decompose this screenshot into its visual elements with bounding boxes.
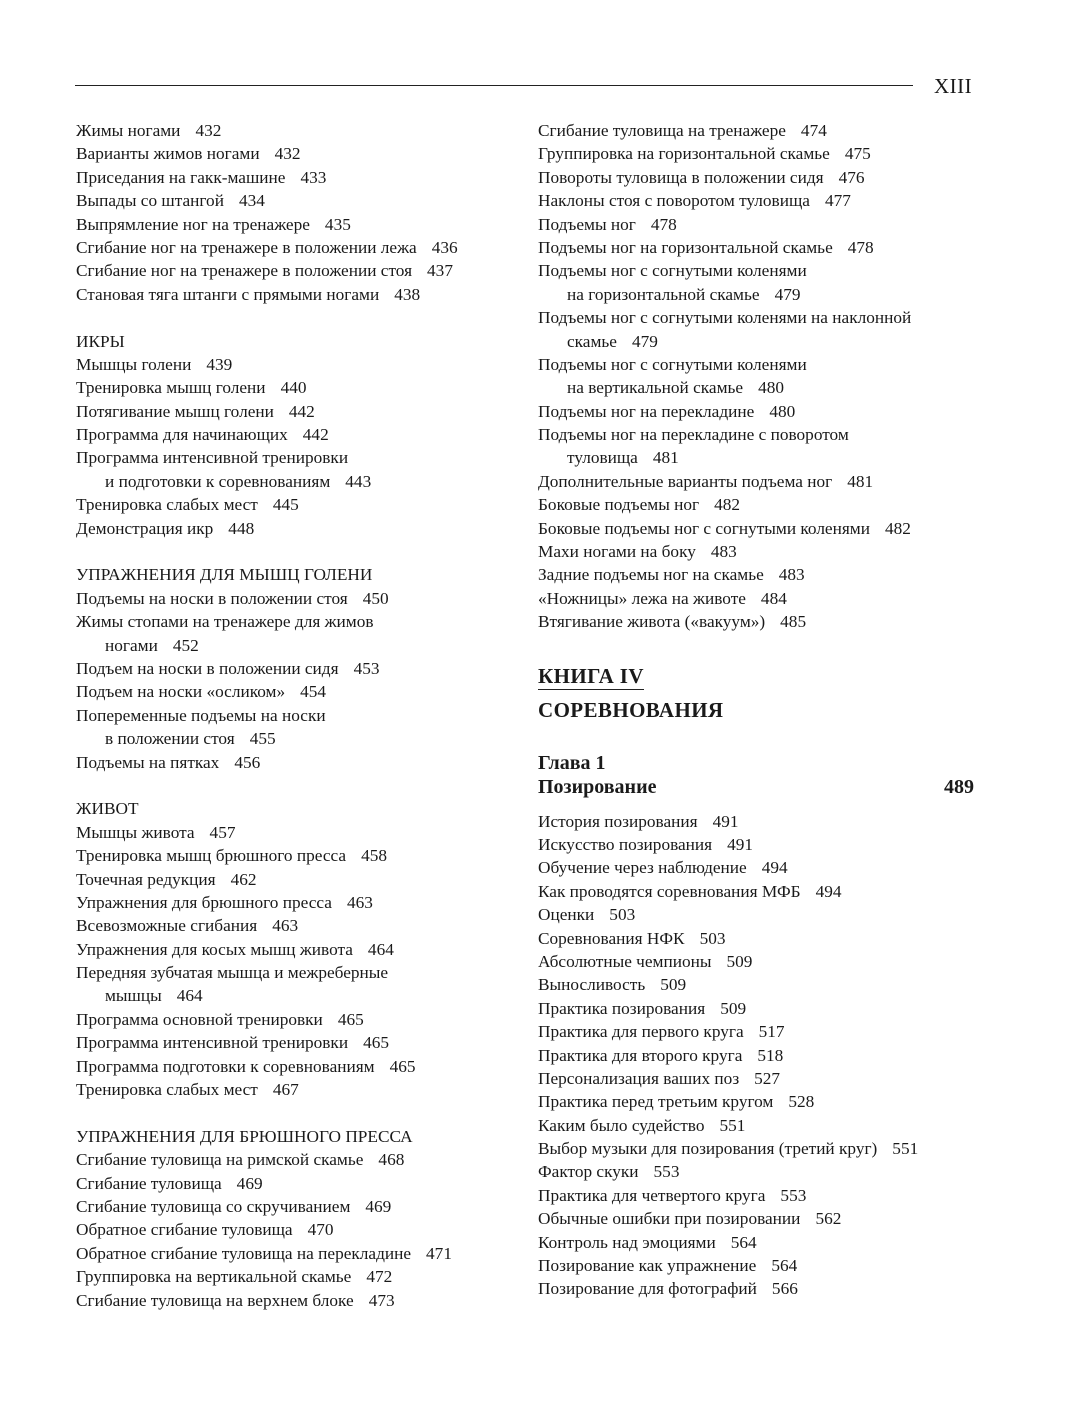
toc-entry bbox=[76, 1078, 516, 1101]
toc-entry-title: Практика для четвертого круга bbox=[538, 1185, 766, 1205]
toc-entry-page: 439 bbox=[206, 354, 233, 374]
toc-column-right bbox=[538, 119, 978, 1301]
toc-entry bbox=[76, 868, 516, 891]
toc-entry bbox=[76, 610, 516, 633]
toc-entry-title: Выбор музыки для позирования (третий круг) bbox=[538, 1139, 878, 1159]
toc-entry bbox=[76, 493, 516, 516]
toc-entry-page: 509 bbox=[720, 998, 747, 1018]
toc-entry bbox=[538, 950, 978, 973]
toc-entry-page: 481 bbox=[652, 448, 679, 468]
toc-entry bbox=[76, 751, 516, 774]
chapter-heading bbox=[538, 775, 978, 799]
toc-entry-page: 484 bbox=[760, 588, 787, 608]
toc-entry-page: 465 bbox=[337, 1009, 364, 1029]
toc-entry bbox=[76, 984, 516, 1007]
toc-entry bbox=[538, 1160, 978, 1183]
toc-entry bbox=[538, 856, 978, 879]
toc-entry-page: 527 bbox=[754, 1068, 781, 1088]
toc-entry-page: 482 bbox=[885, 518, 911, 538]
toc-entry-title: Подъемы ног с согнутыми коленями bbox=[538, 261, 807, 281]
toc-entry-page: 462 bbox=[230, 869, 257, 889]
toc-entry-page: 458 bbox=[361, 846, 387, 866]
header-rule bbox=[75, 85, 913, 86]
toc-entry-title: Сгибание туловища на тренажере bbox=[538, 121, 786, 140]
toc-entry bbox=[538, 540, 978, 563]
toc-entry-page: 551 bbox=[892, 1139, 919, 1159]
toc-entry bbox=[76, 657, 516, 680]
toc-entry-page: 553 bbox=[780, 1185, 807, 1205]
toc-entry-title: Подъемы ног на перекладине с поворотом bbox=[538, 425, 849, 445]
toc-entry-title: Упражнения для брюшного пресса bbox=[76, 892, 332, 912]
toc-entry bbox=[76, 680, 516, 703]
book-number bbox=[538, 659, 978, 693]
toc-entry bbox=[76, 1008, 516, 1031]
toc-entry-page: 553 bbox=[653, 1162, 680, 1182]
toc-entry-title: Всевозможные сгибания bbox=[76, 916, 258, 936]
toc-entry-page: 482 bbox=[714, 495, 741, 515]
toc-entry-title: Персонализация ваших поз bbox=[538, 1068, 740, 1088]
toc-entry-page: 562 bbox=[815, 1209, 842, 1229]
toc-entry-page: 483 bbox=[710, 542, 737, 562]
toc-entry-title: Жимы стопами на тренажере для жимов bbox=[76, 612, 374, 632]
toc-entry-page: 468 bbox=[378, 1150, 405, 1170]
toc-entry bbox=[538, 927, 978, 950]
toc-entry-page: 465 bbox=[389, 1056, 416, 1076]
toc-entry-title: Подъемы ног на горизонтальной скамье bbox=[538, 237, 833, 257]
book-title-text: СОРЕВНОВАНИЯ bbox=[538, 697, 724, 722]
toc-entry-title: Наклоны стоя с поворотом туловища bbox=[538, 191, 810, 211]
toc-entry bbox=[538, 563, 978, 586]
toc-entry-title: Программа для начинающих bbox=[76, 425, 288, 445]
toc-entry-page: 485 bbox=[780, 612, 807, 632]
toc-entry-title: Подъемы ног с согнутыми коленями bbox=[538, 354, 807, 374]
toc-entry-page: 433 bbox=[300, 167, 327, 187]
toc-entry-title: Практика для второго круга bbox=[538, 1045, 743, 1065]
toc-entry-title: Тренировка слабых мест bbox=[76, 1080, 258, 1100]
toc-entry-title: Абсолютные чемпионы bbox=[538, 951, 712, 971]
toc-entry bbox=[76, 727, 516, 750]
toc-entry-page: 528 bbox=[788, 1092, 815, 1112]
toc-entry bbox=[538, 400, 978, 423]
toc-entry-page: 450 bbox=[362, 588, 389, 608]
toc-entry-page: 443 bbox=[345, 471, 372, 491]
toc-entry bbox=[76, 423, 516, 446]
toc-entry-page: 457 bbox=[209, 822, 236, 842]
toc-entry bbox=[538, 1067, 978, 1090]
chapter-gap bbox=[538, 727, 978, 751]
toc-entry-title: Потягивание мышц голени bbox=[76, 401, 274, 421]
page-number: XIII bbox=[934, 74, 973, 98]
toc-entry-title: Обратное сгибание туловища bbox=[76, 1220, 293, 1240]
toc-entry-title: Фактор скуки bbox=[538, 1162, 639, 1182]
toc-entry-title: Махи ногами на боку bbox=[538, 542, 696, 562]
toc-entry-page: 437 bbox=[427, 261, 453, 281]
toc-entry-title: Тренировка мышц брюшного пресса bbox=[76, 846, 347, 866]
toc-entry bbox=[76, 587, 516, 610]
toc-entry-title: Практика позирования bbox=[538, 998, 706, 1018]
toc-entry-title: Контроль над эмоциями bbox=[538, 1232, 716, 1252]
toc-entry-page: 475 bbox=[844, 144, 871, 164]
toc-entry-page: 467 bbox=[272, 1080, 299, 1100]
toc-entry-title: Жимы ногами bbox=[76, 121, 181, 140]
toc-entry-title: Выпады со штангой bbox=[76, 191, 224, 211]
toc-entry-page: 564 bbox=[730, 1232, 757, 1252]
toc-entry-title: туловища bbox=[567, 448, 638, 468]
toc-entry-title: Как проводятся соревнования МФБ bbox=[538, 881, 801, 901]
toc-entry-title: Мышцы живота bbox=[76, 822, 195, 842]
book-title-text: КНИГА IV bbox=[538, 663, 644, 688]
toc-entry-title: Демонстрация икр bbox=[76, 518, 214, 538]
toc-entry-title: Сгибание туловища на верхнем блоке bbox=[76, 1290, 354, 1310]
chapter-label: Глава 1 bbox=[538, 751, 606, 774]
toc-entry-title: Обучение через наблюдение bbox=[538, 858, 747, 878]
toc-entry bbox=[76, 119, 516, 142]
book-gap bbox=[538, 634, 978, 659]
toc-entry-page: 480 bbox=[769, 401, 796, 421]
toc-entry-title: Подъемы ног с согнутыми коленями на наклонной bbox=[538, 308, 912, 328]
toc-column-left bbox=[76, 119, 516, 1312]
toc-entry-page: 472 bbox=[366, 1267, 393, 1287]
section-gap bbox=[76, 1101, 516, 1124]
toc-entry-page: 551 bbox=[719, 1115, 746, 1135]
toc-entry-title: Становая тяга штанги с прямыми ногами bbox=[76, 284, 380, 304]
section-gap bbox=[76, 774, 516, 797]
toc-entry bbox=[76, 1172, 516, 1195]
toc-entry-title: Упражнения для косых мышц живота bbox=[76, 939, 353, 959]
toc-entry bbox=[538, 236, 978, 259]
toc-entry-page: 465 bbox=[363, 1033, 389, 1053]
toc-entry-title: Дополнительные варианты подъема ног bbox=[538, 471, 833, 491]
toc-entry bbox=[76, 236, 516, 259]
toc-entry-title: Боковые подъемы ног bbox=[538, 495, 700, 515]
toc-entry-page: 480 bbox=[758, 378, 784, 398]
toc-entry-page: 517 bbox=[758, 1022, 785, 1042]
section-heading: УПРАЖНЕНИЯ ДЛЯ МЫШЦ ГОЛЕНИ bbox=[76, 565, 373, 585]
toc-entry-title: Выпрямление ног на тренажере bbox=[76, 214, 310, 234]
toc-entry bbox=[538, 1254, 978, 1277]
toc-entry-title: Сгибание ног на тренажере в положении лежа bbox=[76, 237, 417, 257]
chapter-page-number: 489 bbox=[944, 775, 974, 798]
toc-entry-title: Повороты туловища в положении сидя bbox=[538, 167, 824, 187]
toc-entry-page: 436 bbox=[431, 237, 458, 257]
toc-entry-page: 442 bbox=[302, 425, 329, 445]
toc-entry-page: 503 bbox=[609, 905, 636, 925]
toc-entry-title: Оценки bbox=[538, 905, 595, 925]
toc-entry-page: 471 bbox=[426, 1243, 452, 1263]
toc-entry-title: Группировка на горизонтальной скамье bbox=[538, 144, 830, 164]
toc-entry-page: 435 bbox=[324, 214, 351, 234]
toc-entry-title: и подготовки к соревнованиям bbox=[105, 471, 331, 491]
toc-entry bbox=[76, 634, 516, 657]
toc-entry bbox=[538, 810, 978, 833]
toc-entry bbox=[538, 517, 978, 540]
toc-entry bbox=[538, 259, 978, 282]
toc-entry bbox=[538, 493, 978, 516]
section-gap bbox=[76, 540, 516, 563]
toc-entry-title: Программа интенсивной тренировки bbox=[76, 448, 349, 468]
toc-entry-page: 453 bbox=[353, 658, 380, 678]
toc-entry bbox=[76, 400, 516, 423]
toc-entry-title: Тренировка мышц голени bbox=[76, 378, 266, 398]
toc-entry-page: 479 bbox=[631, 331, 658, 351]
toc-entry bbox=[538, 1044, 978, 1067]
toc-entry-page: 483 bbox=[778, 565, 805, 585]
toc-entry bbox=[538, 973, 978, 996]
section-heading: УПРАЖНЕНИЯ ДЛЯ БРЮШНОГО ПРЕССА bbox=[76, 1126, 413, 1146]
toc-entry bbox=[538, 353, 978, 376]
toc-entry-page: 476 bbox=[838, 167, 865, 187]
toc-entry-page: 463 bbox=[272, 916, 299, 936]
toc-entry-title: Подъемы на носки в положении стоя bbox=[76, 588, 348, 608]
toc-entry-title: ногами bbox=[105, 635, 158, 655]
toc-entry bbox=[76, 891, 516, 914]
toc-entry-title: Подъем на носки «осликом» bbox=[76, 682, 286, 702]
toc-entry bbox=[76, 821, 516, 844]
toc-entry-title: Позирование как упражнение bbox=[538, 1256, 757, 1276]
section-heading: ЖИВОТ bbox=[76, 799, 139, 819]
toc-entry bbox=[538, 142, 978, 165]
toc-entry-page: 509 bbox=[660, 975, 687, 995]
toc-entry bbox=[538, 119, 978, 142]
toc-entry-page: 518 bbox=[757, 1045, 784, 1065]
toc-entry bbox=[538, 1207, 978, 1230]
toc-entry bbox=[538, 330, 978, 353]
toc-entry-title: Боковые подъемы ног с согнутыми коленями bbox=[538, 518, 870, 538]
toc-entry-title: Сгибание туловища bbox=[76, 1173, 222, 1193]
toc-entry-page: 494 bbox=[815, 881, 842, 901]
toc-entry bbox=[538, 1277, 978, 1300]
toc-entry-page: 440 bbox=[280, 378, 307, 398]
toc-entry bbox=[76, 844, 516, 867]
toc-entry bbox=[538, 166, 978, 189]
toc-entry-title: Тренировка слабых мест bbox=[76, 495, 258, 515]
toc-entry bbox=[538, 1231, 978, 1254]
toc-entry-title: Приседания на гакк-машине bbox=[76, 167, 286, 187]
book-title bbox=[538, 693, 978, 727]
toc-entry-title: Обратное сгибание туловища на перекладине bbox=[76, 1243, 412, 1263]
toc-entry bbox=[538, 376, 978, 399]
toc-entry-title: скамье bbox=[567, 331, 617, 351]
toc-entry bbox=[76, 283, 516, 306]
toc-entry-title: Попеременные подъемы на носки bbox=[76, 705, 326, 725]
toc-entry-page: 445 bbox=[272, 495, 299, 515]
toc-entry-page: 438 bbox=[394, 284, 421, 304]
toc-entry-title: Передняя зубчатая мышца и межреберные bbox=[76, 963, 389, 983]
toc-entry-page: 456 bbox=[234, 752, 261, 772]
toc-entry-title: Задние подъемы ног на скамье bbox=[538, 565, 764, 585]
toc-entry bbox=[76, 1031, 516, 1054]
toc-entry-page: 464 bbox=[176, 986, 203, 1006]
toc-entry bbox=[538, 1114, 978, 1137]
toc-entry bbox=[76, 446, 516, 469]
toc-entry-page: 469 bbox=[365, 1196, 392, 1216]
toc-entry bbox=[76, 1242, 516, 1265]
toc-entry-page: 564 bbox=[771, 1256, 798, 1276]
toc-entry-title: Варианты жимов ногами bbox=[76, 144, 260, 164]
toc-entry bbox=[538, 470, 978, 493]
toc-entry-page: 478 bbox=[847, 237, 874, 257]
toc-entry-title: История позирования bbox=[538, 811, 698, 831]
chapter-gap-after bbox=[538, 799, 978, 810]
toc-entry-page: 455 bbox=[249, 729, 276, 749]
toc-entry-title: Подъемы ног на перекладине bbox=[538, 401, 755, 421]
toc-entry bbox=[76, 1289, 516, 1312]
toc-entry-title: Программа интенсивной тренировки bbox=[76, 1033, 349, 1053]
toc-entry bbox=[538, 189, 978, 212]
toc-entry bbox=[538, 903, 978, 926]
toc-entry-title: Соревнования НФК bbox=[538, 928, 685, 948]
toc-entry bbox=[76, 213, 516, 236]
toc-entry bbox=[76, 1195, 516, 1218]
toc-entry bbox=[76, 1148, 516, 1171]
toc-entry bbox=[76, 470, 516, 493]
toc-entry bbox=[76, 704, 516, 727]
toc-entry-title: Сгибание туловища со скручиванием bbox=[76, 1196, 351, 1216]
toc-entry-page: 494 bbox=[761, 858, 788, 878]
toc-entry-title: Сгибание туловища на римской скамье bbox=[76, 1150, 364, 1170]
toc-entry bbox=[76, 1265, 516, 1288]
toc-entry bbox=[538, 1020, 978, 1043]
toc-entry-page: 509 bbox=[726, 951, 753, 971]
toc-entry-page: 566 bbox=[771, 1279, 798, 1299]
toc-entry bbox=[538, 1184, 978, 1207]
toc-entry bbox=[76, 961, 516, 984]
toc-entry-title: Практика для первого круга bbox=[538, 1022, 744, 1042]
toc-entry-page: 434 bbox=[238, 191, 265, 211]
toc-entry-title: Подъем на носки в положении сидя bbox=[76, 658, 339, 678]
toc-entry-title: в положении стоя bbox=[105, 729, 235, 749]
toc-entry-title: на горизонтальной скамье bbox=[567, 284, 760, 304]
toc-entry bbox=[76, 259, 516, 282]
toc-entry-title: Группировка на вертикальной скамье bbox=[76, 1267, 352, 1287]
toc-entry-title: Подъемы ног bbox=[538, 214, 636, 234]
toc-entry-title: Каким было судейство bbox=[538, 1115, 705, 1135]
toc-entry bbox=[76, 353, 516, 376]
toc-entry bbox=[538, 1090, 978, 1113]
toc-entry-page: 491 bbox=[712, 811, 739, 831]
toc-entry bbox=[538, 833, 978, 856]
toc-entry-page: 454 bbox=[300, 682, 327, 702]
toc-entry bbox=[76, 166, 516, 189]
toc-entry-page: 473 bbox=[368, 1290, 395, 1310]
toc-entry-page: 452 bbox=[172, 635, 199, 655]
toc-entry-title: Выносливость bbox=[538, 975, 646, 995]
toc-entry-page: 463 bbox=[346, 892, 373, 912]
toc-entry-page: 442 bbox=[288, 401, 315, 421]
toc-entry-title: Мышцы голени bbox=[76, 354, 192, 374]
toc-entry-page: 469 bbox=[236, 1173, 263, 1193]
toc-entry bbox=[538, 610, 978, 633]
toc-entry-title: Позирование для фотографий bbox=[538, 1279, 757, 1299]
chapter-title: Позирование bbox=[538, 775, 657, 798]
toc-entry bbox=[538, 880, 978, 903]
toc-entry-page: 448 bbox=[228, 518, 255, 538]
toc-entry bbox=[538, 213, 978, 236]
toc-entry-title: Программа основной тренировки bbox=[76, 1009, 323, 1029]
toc-entry-page: 464 bbox=[367, 939, 394, 959]
section-gap bbox=[76, 306, 516, 329]
toc-entry bbox=[538, 306, 978, 329]
toc-entry bbox=[538, 283, 978, 306]
toc-entry bbox=[76, 376, 516, 399]
toc-entry-page: 474 bbox=[800, 121, 827, 140]
toc-entry bbox=[538, 446, 978, 469]
toc-entry bbox=[76, 142, 516, 165]
toc-entry-title: Искусство позирования bbox=[538, 834, 713, 854]
toc-entry-title: на вертикальной скамье bbox=[567, 378, 744, 398]
toc-entry bbox=[76, 189, 516, 212]
toc-entry-page: 491 bbox=[727, 834, 754, 854]
toc-entry bbox=[76, 938, 516, 961]
toc-entry-title: «Ножницы» лежа на животе bbox=[538, 588, 746, 608]
toc-entry-title: Втягивание живота («вакуум») bbox=[538, 612, 766, 632]
toc-entry bbox=[538, 997, 978, 1020]
toc-entry-page: 503 bbox=[699, 928, 726, 948]
toc-entry-title: Сгибание ног на тренажере в положении стоя bbox=[76, 261, 413, 281]
toc-entry-page: 432 bbox=[195, 121, 222, 140]
toc-entry-title: мышцы bbox=[105, 986, 162, 1006]
section-heading: ИКРЫ bbox=[76, 331, 125, 351]
toc-entry-title: Обычные ошибки при позировании bbox=[538, 1209, 801, 1229]
toc-entry-page: 478 bbox=[650, 214, 677, 234]
toc-entry-page: 477 bbox=[824, 191, 851, 211]
toc-entry bbox=[76, 1055, 516, 1078]
toc-entry bbox=[538, 423, 978, 446]
toc-entry-title: Подъемы на пятках bbox=[76, 752, 220, 772]
toc-entry bbox=[538, 1137, 978, 1160]
toc-entry-page: 432 bbox=[274, 144, 301, 164]
toc-entry bbox=[538, 587, 978, 610]
toc-entry bbox=[76, 517, 516, 540]
toc-entry-page: 481 bbox=[847, 471, 874, 491]
toc-entry-page: 470 bbox=[307, 1220, 334, 1240]
toc-entry-title: Точечная редукция bbox=[76, 869, 216, 889]
toc-entry bbox=[76, 914, 516, 937]
toc-entry bbox=[76, 1218, 516, 1241]
toc-entry-title: Программа подготовки к соревнованиям bbox=[76, 1056, 375, 1076]
toc-entry-page: 479 bbox=[774, 284, 801, 304]
toc-entry-title: Практика перед третьим кругом bbox=[538, 1092, 774, 1112]
